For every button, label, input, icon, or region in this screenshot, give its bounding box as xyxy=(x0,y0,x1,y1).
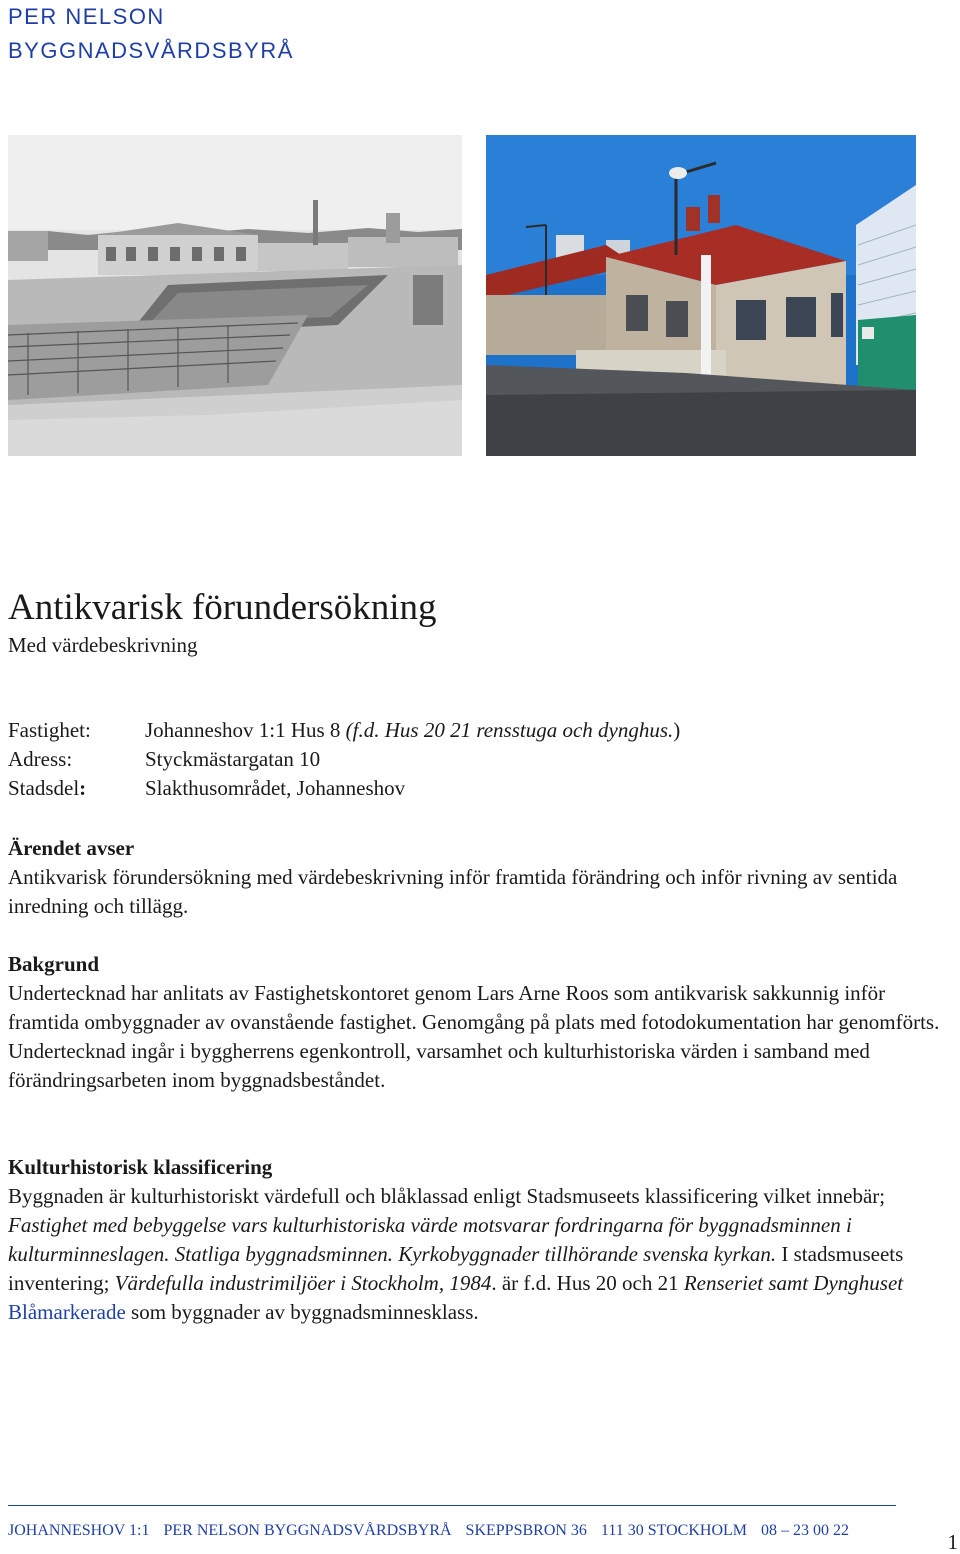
historical-photo-image xyxy=(8,135,462,456)
company-name-line1: PER NELSON xyxy=(8,4,165,29)
property-facts xyxy=(8,716,680,803)
klass-text-3: I stadsmuseets inventering; xyxy=(8,1242,904,1295)
klass-text-4: Värdefulla industrimiljöer i Stockholm, 1984 xyxy=(114,1271,492,1295)
fact-fastighet-close: ) xyxy=(673,718,681,742)
klass-text-1: Byggnaden är kulturhistoriskt värdefull och blåklassad enligt Stadsmuseets klassificering vilket innebär; xyxy=(8,1184,886,1208)
section-klassificering xyxy=(8,1153,952,1327)
historical-photo xyxy=(8,135,462,456)
footer-phone: 08 – 23 00 22 xyxy=(761,1522,850,1539)
klass-text-2: Fastighet med bebyggelse vars kulturhistoriska värde motsvarar fordringarna för byggnadsminnen i kulturminneslagen. Statliga byggnadsminnen. Kyrkobyggnader tillhörande svenska kyrkan. xyxy=(8,1213,852,1266)
klass-text-8: som byggnader av byggnadsminnesklass. xyxy=(125,1300,479,1324)
section-bakgrund xyxy=(8,950,952,1095)
footer-property: JOHANNESHOV 1:1 xyxy=(8,1522,150,1539)
company-name xyxy=(8,0,294,68)
fact-fastighet-value xyxy=(145,716,680,745)
fact-fastighet-note: (f.d. Hus 20 21 rensstuga och dynghus. xyxy=(345,718,674,742)
fact-stadsdel-label-text: Stadsdel xyxy=(8,776,80,800)
footer xyxy=(8,1521,863,1541)
page-number: 1 xyxy=(947,1530,958,1554)
section-klassificering-heading: Kulturhistorisk klassificering xyxy=(8,1155,273,1179)
company-name-line2: BYGGNADSVÅRDSBYRÅ xyxy=(8,38,294,63)
section-arendet-heading: Ärendet avser xyxy=(8,836,135,860)
fact-fastighet-label: Fastighet: xyxy=(8,718,91,742)
klass-text-blue: Blåmarkerade xyxy=(8,1300,126,1324)
fact-fastighet xyxy=(8,716,680,745)
fact-stadsdel-colon: : xyxy=(79,776,87,800)
document-subtitle: Med värdebeskrivning xyxy=(8,633,198,657)
fact-stadsdel xyxy=(8,774,680,803)
footer-company: PER NELSON BYGGNADSVÅRDSBYRÅ xyxy=(163,1522,452,1539)
fact-fastighet-id: Johanneshov 1:1 Hus 8 xyxy=(145,718,341,742)
fact-adress-label: Adress: xyxy=(8,747,73,771)
fact-stadsdel-value: Slakthusområdet, Johanneshov xyxy=(145,776,406,800)
klass-text-6: Renseriet samt Dynghuset xyxy=(683,1271,904,1295)
fact-adress-value: Styckmästargatan 10 xyxy=(145,747,321,771)
fact-adress xyxy=(8,745,680,774)
section-arendet-text: Antikvarisk förundersökning med värdebeskrivning inför framtida förändring och inför rivning av sentida inredning och tillägg. xyxy=(8,865,898,918)
footer-divider xyxy=(8,1505,896,1506)
klass-text-5: . är f.d. Hus 20 och 21 xyxy=(491,1271,684,1295)
section-klassificering-text xyxy=(8,1182,952,1327)
section-bakgrund-heading: Bakgrund xyxy=(8,952,100,976)
building-photo xyxy=(486,135,916,456)
section-arendet xyxy=(8,834,952,921)
building-photo-image xyxy=(486,135,916,456)
fact-stadsdel-label xyxy=(8,774,145,803)
document-title: Antikvarisk förundersökning xyxy=(8,587,437,628)
footer-street: SKEPPSBRON 36 xyxy=(465,1522,587,1539)
footer-city: 111 30 STOCKHOLM xyxy=(600,1522,748,1539)
section-bakgrund-text: Undertecknad har anlitats av Fastighetskontoret genom Lars Arne Roos som antikvarisk sakkunnig inför framtida ombyggnader av ovanstående fastighet. Genomgång på plats med fotodokumentation har genomförts. Undertecknad ingår i byggherrens egenkontroll, varsamhet och kulturhistoriska värden i samband med förändringsarbeten inom byggnadsbeståndet. xyxy=(8,981,940,1092)
